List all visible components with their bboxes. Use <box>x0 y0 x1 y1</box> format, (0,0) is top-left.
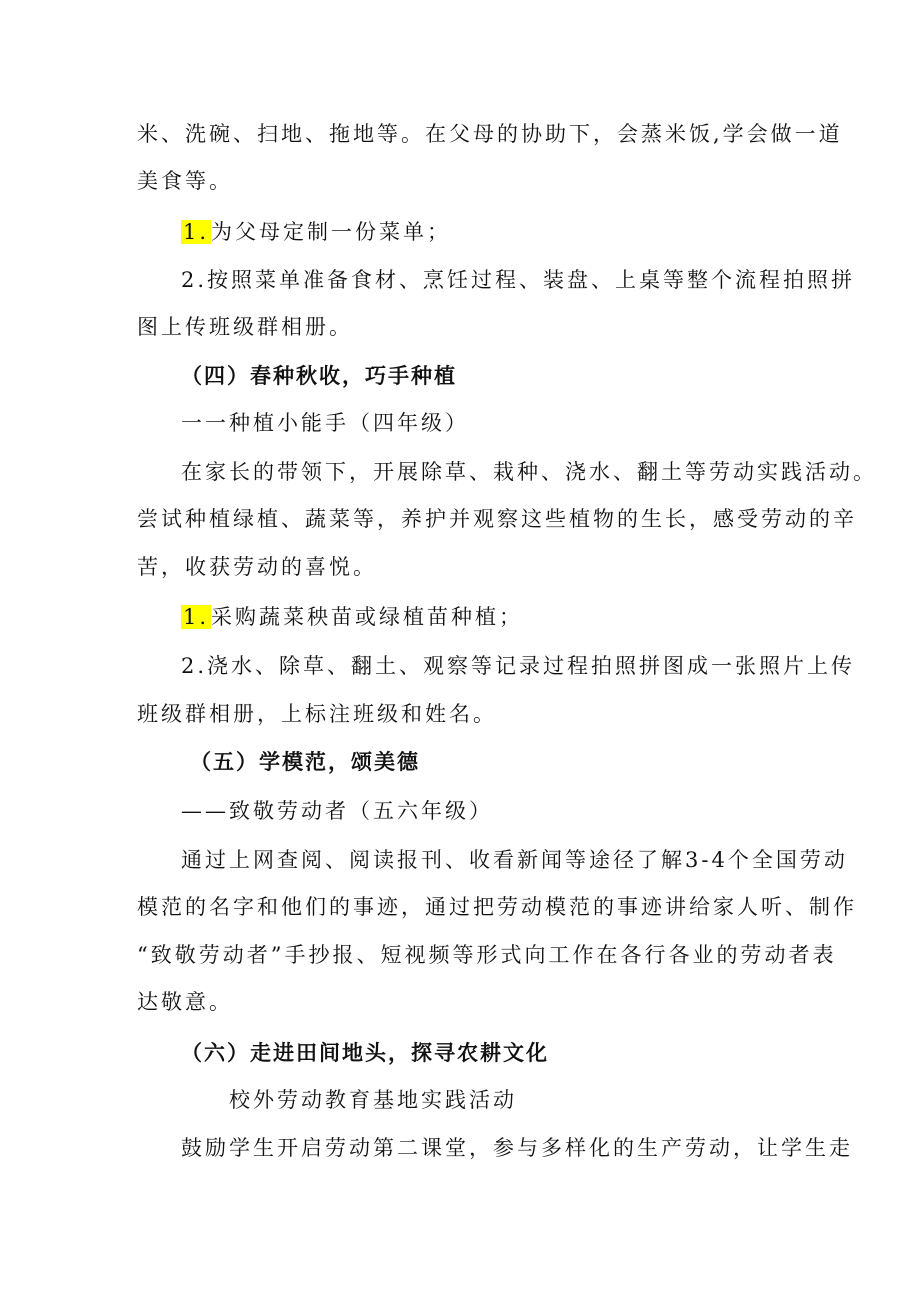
paragraph-line: 图上传班级群相册。 <box>137 315 353 339</box>
list-item <box>181 217 451 247</box>
paragraph-line: 尝试种植绿植、蔬菜等，养护并观察这些植物的生长，感受劳动的辛 <box>137 507 857 531</box>
paragraph-line: 美食等。 <box>137 169 233 193</box>
paragraph-line: 在家长的带领下，开展除草、栽种、浇水、翻土等劳动实践活动。 <box>181 460 877 484</box>
list-item-text: 采购蔬菜秧苗或绿植苗种植； <box>211 605 524 629</box>
paragraph-line: 达敬意。 <box>137 990 233 1014</box>
section-subtitle-5: ——致敬劳动者（五六年级） <box>181 799 493 823</box>
paragraph-line: “致敬劳动者”手抄报、短视频等形式向工作在各行各业的劳动者表 <box>137 943 837 967</box>
paragraph-line: 苦，收获劳动的喜悦。 <box>137 555 377 579</box>
paragraph-line: 模范的名字和他们的事迹，通过把劳动模范的事迹讲给家人听、制作 <box>137 895 857 919</box>
paragraph-line: 班级群相册，上标注班级和姓名。 <box>137 702 497 726</box>
highlighted-number: 1. <box>183 605 210 629</box>
section-subtitle-4: 一一种植小能手（四年级） <box>181 411 469 435</box>
list-item-text: 为父母定制一份菜单； <box>211 220 452 244</box>
section-heading-4: （四）春种秋收，巧手种植 <box>181 364 457 388</box>
paragraph-line: 鼓励学生开启劳动第二课堂，参与多样化的生产劳动，让学生走 <box>181 1136 853 1160</box>
list-item: 2.浇水、除草、翻土、观察等记录过程拍照拼图成一张照片上传 <box>181 654 856 678</box>
list-item: 2.按照菜单准备食材、烹饪过程、装盘、上桌等整个流程拍照拼 <box>181 268 856 292</box>
section-heading-6: （六）走进田间地头，探寻农耕文化 <box>181 1041 549 1065</box>
paragraph-line: 米、洗碗、扫地、拖地等。在父母的协助下，会蒸米饭,学会做一道 <box>137 122 843 146</box>
highlighted-number: 1. <box>183 220 210 244</box>
section-heading-5: （五）学模范，颂美德 <box>190 750 420 774</box>
list-item <box>181 602 523 632</box>
section-subtitle-6: 校外劳动教育基地实践活动 <box>229 1088 517 1112</box>
paragraph-line: 通过上网查阅、阅读报刊、收看新闻等途径了解3-4个全国劳动 <box>181 848 848 872</box>
